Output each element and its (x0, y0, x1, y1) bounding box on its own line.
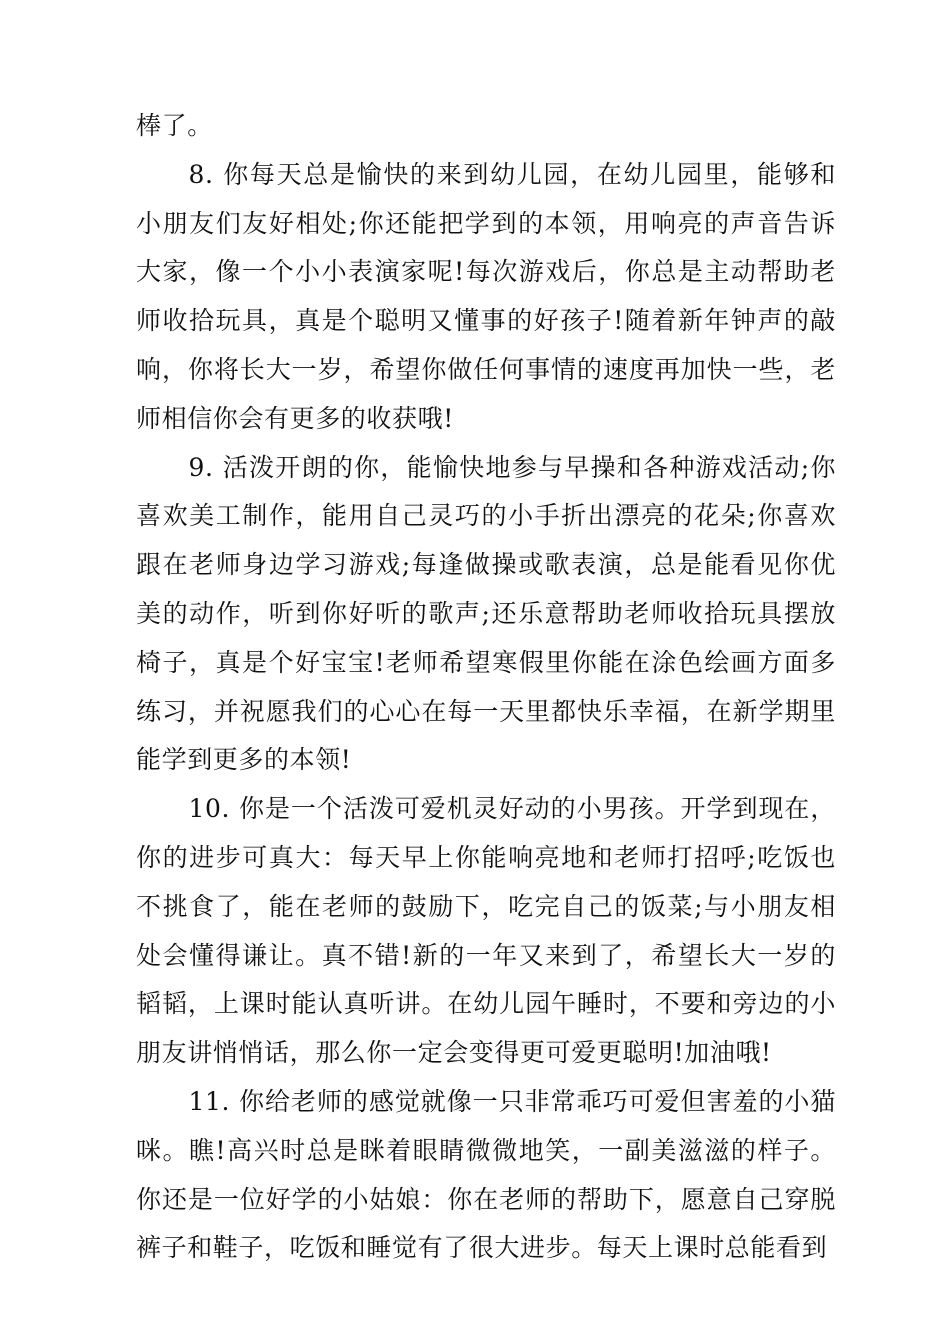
document-body (136, 102, 836, 1273)
paragraph-item-9: 9. 活泼开朗的你，能愉快地参与早操和各种游戏活动;你喜欢美工制作，能用自己灵巧的小手折出漂亮的花朵;你喜欢跟在老师身边学习游戏;每逢做操或歌表演，总是能看见你优美的动作，听到你好听的歌声;还乐意帮助老师收拾玩具摆放椅子，真是个好宝宝!老师希望寒假里你能在涂色绘画方面多练习，并祝愿我们的心心在每一天里都快乐幸福，在新学期里能学到更多的本领! (136, 452, 836, 775)
paragraph-item-8: 8. 你每天总是愉快的来到幼儿园，在幼儿园里，能够和小朋友们友好相处;你还能把学到的本领，用响亮的声音告诉大家，像一个小小表演家呢!每次游戏后，你总是主动帮助老师收拾玩具，真是个聪明又懂事的好孩子!随着新年钟声的敲响，你将长大一岁，希望你做任何事情的速度再加快一些，老师相信你会有更多的收获哦! (136, 159, 836, 433)
paragraph-continuation: 棒了。 (136, 111, 213, 140)
paragraph-item-11: 11. 你给老师的感觉就像一只非常乖巧可爱但害羞的小猫咪。瞧!高兴时总是眯着眼睛微微地笑，一副美滋滋的样子。你还是一位好学的小姑娘：你在老师的帮助下，愿意自己穿脱裤子和鞋子，吃饭和睡觉有了很大进步。每天上课时总能看到 (136, 1086, 836, 1263)
paragraph-item-10: 10. 你是一个活泼可爱机灵好动的小男孩。开学到现在，你的进步可真大：每天早上你能响亮地和老师打招呼;吃饭也不挑食了，能在老师的鼓励下，吃完自己的饭菜;与小朋友相处会懂得谦让。真不错!新的一年又来到了，希望长大一岁的韬韬，上课时能认真听讲。在幼儿园午睡时，不要和旁边的小朋友讲悄悄话，那么你一定会变得更可爱更聪明!加油哦! (136, 794, 836, 1068)
